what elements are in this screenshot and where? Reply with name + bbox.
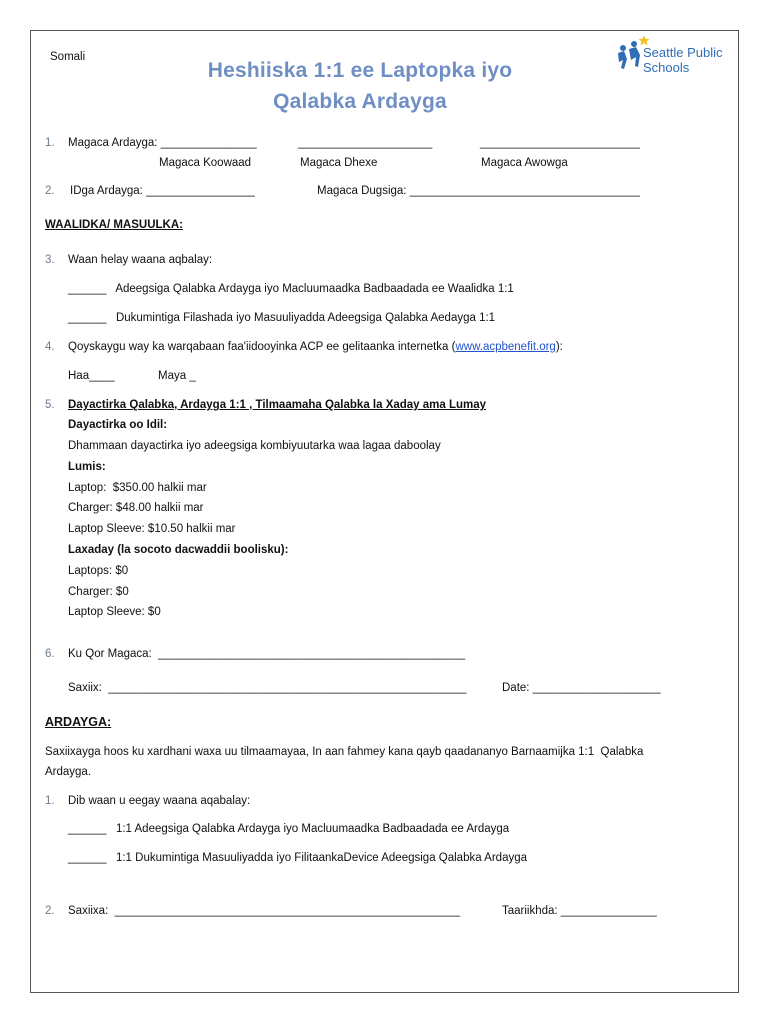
s2-number: 2. (45, 905, 55, 917)
parent-ack-item-2[interactable]: ______ Dukumintiga Filashada iyo Masuuliyadda Adeegsiga Qalabka Aedayga 1:1 (68, 312, 496, 324)
q2-number: 2. (45, 185, 55, 197)
last-name-caption: Magaca Awowga (481, 157, 568, 169)
student-intro-line1: Saxiixayga hoos ku xardhani waxa uu tilmaamayaa, In aan fahmey kana qayb qaadananyo Barnaamijka 1:1 Qalabka (45, 746, 644, 758)
q5-number: 5. (45, 399, 55, 411)
middle-name-blank[interactable]: _____________________ (298, 137, 433, 149)
stolen-title: Laxaday (la socoto dacwaddii boolisku): (68, 544, 289, 556)
q3-number: 3. (45, 254, 55, 266)
lost-charger-cost: Charger: $48.00 halkii mar (68, 502, 204, 514)
q4-label (68, 340, 563, 354)
parent-name-field[interactable]: Ku Qor Magaca: ________________________________________________ (68, 648, 466, 660)
page-title-line2: Qalabka Ardayga (273, 90, 447, 113)
student-ack-item-2[interactable]: ______ 1:1 Dukumintiga Masuuliyadda iyo FilitaankaDevice Adeegsiga Qalabka Ardayga (68, 852, 528, 864)
language-label: Somali (50, 51, 86, 63)
s1-label: Dib waan u eegay waana aqabalay: (68, 795, 251, 807)
stolen-charger-cost: Charger: $0 (68, 586, 129, 598)
page-title-line1: Heshiiska 1:1 ee Laptopka iyo (207, 59, 513, 82)
student-section-heading: ARDAYGA: (45, 715, 112, 729)
acp-benefit-link[interactable]: www.acpbenefit.org (455, 341, 556, 353)
q1-number: 1. (45, 137, 55, 149)
repair-text: Dhammaan dayactirka iyo adeegsiga kombiyuutarka waa lagaa daboolay (68, 440, 441, 452)
s1-number: 1. (45, 795, 55, 807)
parent-signature-field[interactable]: Saxiix: ________________________________________________________ (68, 682, 467, 694)
parent-ack-item-1[interactable]: ______ Adeegsiga Qalabka Ardayga iyo Macluumaadka Badbaadada ee Waalidka 1:1 (68, 283, 514, 295)
school-name-field[interactable]: Magaca Dugsiga: ____________________________________ (317, 185, 640, 197)
student-date-field[interactable]: Taariikhda: _______________ (502, 905, 657, 917)
student-ack-item-1[interactable]: ______ 1:1 Adeegsiga Qalabka Ardayga iyo Macluumaadka Badbaadada ee Ardayga (68, 823, 510, 835)
parent-section-heading: WAALIDKA/ MASUULKA: (45, 219, 183, 231)
first-name-caption: Magaca Koowaad (159, 157, 252, 169)
lost-title: Lumis: (68, 461, 106, 473)
middle-name-caption: Magaca Dhexe (300, 157, 378, 169)
lost-sleeve-cost: Laptop Sleeve: $10.50 halkii mar (68, 523, 236, 535)
yes-option[interactable]: Haa____ (68, 370, 115, 382)
stolen-sleeve-cost: Laptop Sleeve: $0 (68, 606, 161, 618)
last-name-blank[interactable]: _________________________ (480, 137, 640, 149)
logo-text-line2: Schools (643, 60, 690, 75)
q4-label-pre: Qoyskaygu way ka warqabaan faa'iidooyinka ACP ee gelitaanka internetka ( (68, 341, 456, 353)
lost-laptop-cost: Laptop: $350.00 halkii mar (68, 482, 207, 494)
q5-heading: Dayactirka Qalabka, Ardayga 1:1 , Tilmaamaha Qalabka la Xaday ama Lumay (68, 399, 487, 411)
student-intro-line2: Ardayga. (45, 766, 92, 778)
q4-label-post: ): (555, 341, 563, 353)
student-id-field[interactable]: IDga Ardayga: _________________ (70, 185, 255, 197)
q6-number: 6. (45, 648, 55, 660)
q4-number: 4. (45, 341, 55, 353)
repair-title: Dayactirka oo Idil: (68, 419, 168, 431)
no-option[interactable]: Maya _ (158, 370, 196, 382)
student-name-field[interactable]: Magaca Ardayga: _______________ (68, 137, 257, 149)
student-signature-field[interactable]: Saxiixa: ______________________________________________________ (68, 905, 461, 917)
logo-text-line1: Seattle Public (643, 45, 723, 60)
q3-label: Waan helay waana aqbalay: (68, 254, 213, 266)
parent-date-field[interactable]: Date: ____________________ (502, 682, 661, 694)
stolen-laptops-cost: Laptops: $0 (68, 565, 129, 577)
